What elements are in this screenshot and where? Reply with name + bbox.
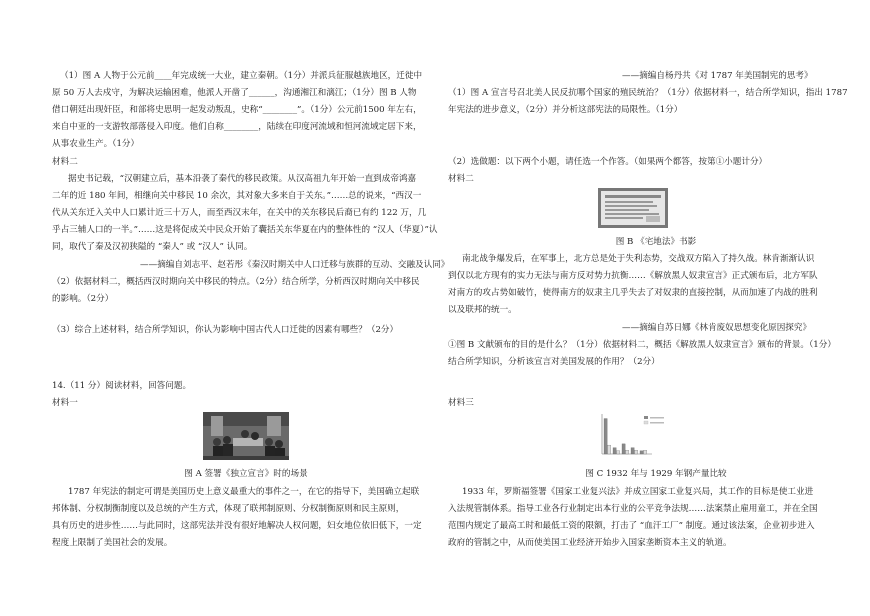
figure-a-caption: 图 A 签署《独立宣言》时的场景 [184,469,308,479]
bar-德国-1 [626,450,629,454]
material1-line-3: 具有历史的进步性……与此同时，这部宪法并没有很好地解决人权问题，妇女地位依旧低下，一定 [52,521,422,531]
bar-苏联-0 [640,451,643,454]
material1-title: 材料一 [52,398,78,408]
material1-line-1: 1787 年宪法的制定可谓是美国历史上意义最重大的事件之一，在它的指导下，美国确立起联 [68,487,420,497]
material2-title-right: 材料二 [448,174,474,184]
q-intro-line-3: 借口朝廷出现奸臣，和部将史思明一起发动叛乱，史称“________”。（1分）公元前1500 年左右， [52,105,422,115]
material2-line-5: 同，取代了秦及汉初狭隘的 “秦人” 或 “汉人” 认同。 [52,242,253,252]
figure-b-caption: 图 B 《宅地法》书影 [615,237,697,247]
bar-美国-1 [608,445,611,454]
material2-source: ——摘编自刘志平、赵若彤《秦汉时期关中人口迁移与族群的互动、交融及认同》 [140,260,450,270]
q-sub-line-1: ①图 B 文献颁布的目的是什么？（1分）依据材料二，概括《解放黑人奴隶宣言》颁布的背景。（1分） [448,340,836,350]
bar-英国-1 [617,451,620,454]
q-intro-line-4: 来自中亚的一支游牧部落侵入印度。他们自称________，陆续在印度河流域和恒河流域定居下来， [52,122,422,132]
material3-line-4: 政府的管制之中，从而使美国工业经济开始步入国家垄断资本主义的轨道。 [448,538,732,548]
bar-英国-0 [613,448,616,454]
material2-line-4: 乎占三辅人口的一半。”……这是将促成关中民众开始了囊括关东华夏在内的整体性的 “汉人（华夏）”认 [52,225,438,235]
q2-choice-text: （2）选做题：以下两个小题，请任选一个作答。（如果两个都答，按第①小题计分） [448,157,768,167]
material3-line-2: 入法规管制体系。指导工业各行业制定出本行业的公平竞争法规……法案禁止雇用童工，并在全国 [448,504,818,514]
q14-heading: 14.（11 分）阅读材料，回答问题。 [52,381,192,391]
q3-text: （3）综合上述材料，结合所学知识，你认为影响中国古代人口迁徙的因素有哪些？（2分） [52,325,399,335]
figure-c-caption: 图 C 1932 年与 1929 年钢产量比较 [585,469,727,479]
q1-line-2: 年宪法的进步意义，（2分）并分析这部宪法的局限性。（1分） [448,105,683,115]
q-intro-line-1: （1）图 A 人物于公元前____年完成统一大业，建立秦朝。（1分）并派兵征服越族地区，迁徙中 [60,71,423,81]
bar-德国-0 [622,444,625,454]
q-intro-line-2: 原 50 万人去戍守，为解决运输困难，他派人开凿了______，沟通湘江和漓江；（1分）图 B 人物 [52,88,417,98]
q2-line-1: （2）依据材料二，概括西汉时期向关中移民的特点。（2分）结合所学，分析西汉时期向关中移民 [52,277,420,287]
material2-right-line-1: 南北战争爆发后，在军事上，北方总是处于失利态势，交战双方陷入了持久战。林肯渐渐认识 [462,254,815,264]
material3-line-3: 范围内规定了最高工时和最低工资的限额，打击了 “血汗工厂” 制度。通过该法案，企业初步进入 [448,521,815,531]
material2-title: 材料二 [52,157,78,167]
bar-法国-1 [635,450,638,454]
figure-c-chart [592,408,672,464]
material2-right-line-4: 以及联邦的统一。 [448,305,517,315]
material2-right-line-2: 到仅以北方现有的实力无法与南方反对势力抗衡……《解放黑人奴隶宣言》正式颁布后，北方军队 [448,271,818,281]
material3-line-1: 1933 年，罗斯福签署《国家工业复兴法》并成立国家工业复兴局，其工作的目标是使工业进 [462,487,814,497]
material2-right-line-3: 对南方的攻占势如破竹，使得南方的奴隶主几乎失去了对奴隶的直接控制，从而加速了内战的胜利 [448,288,818,298]
bar-法国-0 [631,448,634,454]
material2-line-3: 代从关东迁入关中人口累计近三十万人，而至西汉末年，在关中的关东移民后裔已有约 122 万，几 [52,208,427,218]
material3-title: 材料三 [448,398,474,408]
figure-a-image [203,412,289,460]
bar-苏联-1 [644,450,647,454]
q-intro-line-5: 从事农业生产。（1分） [52,139,140,149]
material2-line-1: 据史书记载，“汉朝建立后，基本沿袭了秦代的移民政策。从汉高祖九年开始一直到成帝鸿嘉 [68,174,417,184]
material2-line-2: 二年的近 180 年间，相继向关中移民 10 余次，其对象大多来自于关东。”……总的说来，“西汉一 [52,191,422,201]
material1-line-2: 邦体制、分权制衡制度以及总统的产生方式，体现了联邦制原则、分权制衡原则和民主原则， [52,504,405,514]
q2-line-2: 的影响。（2分） [52,294,114,304]
material1-line-4: 程度上限制了美国社会的发展。 [52,538,173,548]
q1-line-1: （1）图 A 宣言号召北美人民反抗哪个国家的殖民统治？（1分）依据材料一，结合所学知识，指出 1787 [448,88,848,98]
figure-b-image [598,188,668,228]
material2-right-source: ——摘编自苏日娜《林肯废奴思想变化原因探究》 [622,323,812,333]
bar-美国-0 [604,419,607,454]
q-sub-line-2: 结合所学知识，分析该宣言对美国发展的作用？（2分） [448,357,660,367]
material1-source: ——摘编自杨丹共《对 1787 年美国制宪的思考》 [622,71,813,81]
